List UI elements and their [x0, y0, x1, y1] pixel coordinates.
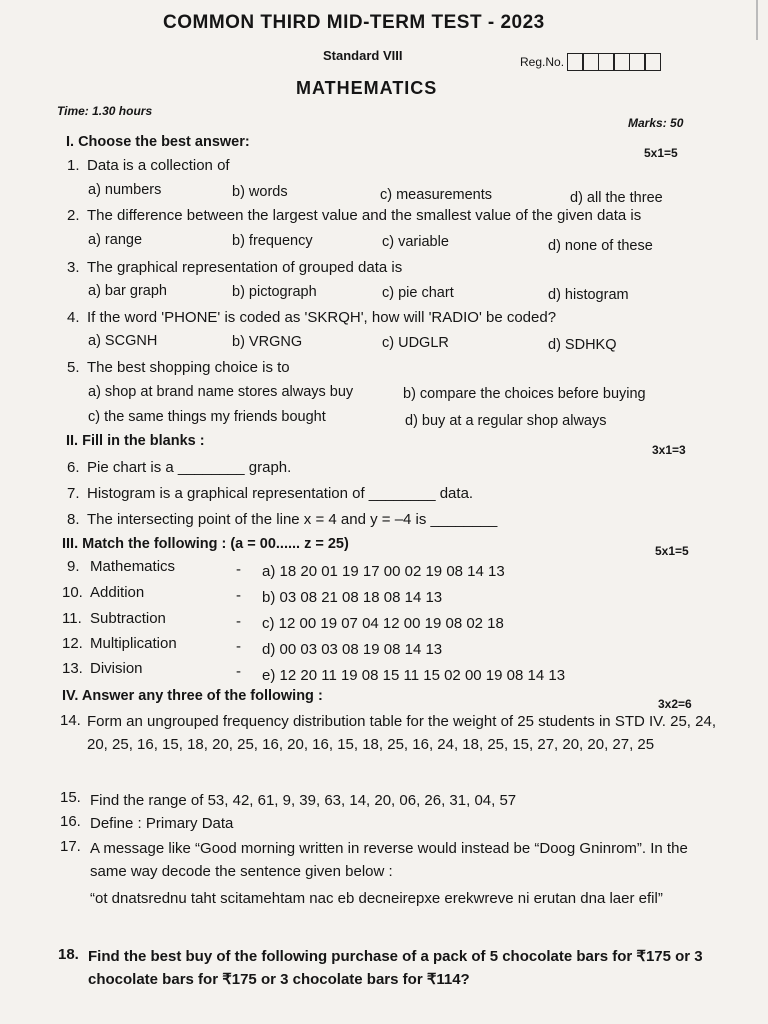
- subject-title: MATHEMATICS: [296, 78, 438, 98]
- question-number: 18.: [58, 946, 79, 963]
- question-text: Histogram is a graphical representation of ________ data.: [87, 485, 474, 502]
- option-c: c) UDGLR: [382, 335, 449, 351]
- match-left: Mathematics: [90, 558, 176, 575]
- question-number: 15.: [60, 789, 81, 806]
- match-dash: -: [236, 638, 241, 655]
- match-left: Addition: [90, 584, 145, 601]
- question-number: 6.: [67, 459, 80, 476]
- match-right: d) 00 03 03 08 19 08 14 13: [262, 641, 443, 658]
- option-b: b) compare the choices before buying: [403, 386, 646, 402]
- question-text: Define : Primary Data: [90, 815, 234, 832]
- question-text: If the word 'PHONE' is coded as 'SKRQH', how will 'RADIO' be coded?: [87, 309, 557, 326]
- reg-box: [582, 53, 599, 71]
- match-right: a) 18 20 01 19 17 00 02 19 08 14 13: [262, 563, 505, 580]
- question-number: 14.: [60, 712, 81, 729]
- option-d: d) buy at a regular shop always: [405, 413, 607, 429]
- match-left: Multiplication: [90, 635, 177, 652]
- option-c: c) the same things my friends bought: [88, 409, 326, 425]
- section-marks: 3x1=3: [652, 443, 686, 457]
- reg-label: Reg.No.: [520, 55, 565, 69]
- match-number: 10.: [62, 584, 83, 601]
- marks-label: Marks: 50: [628, 116, 684, 130]
- question-text: A message like “Good morning written in reverse would instead be “Doog Gninrom”. In the same way decode the sentence given below :: [90, 840, 688, 880]
- question-number: 7.: [67, 485, 80, 502]
- question-number: 1.: [67, 157, 80, 174]
- question-text: Form an ungrouped frequency distribution table for the weight of 25 students in STD IV. 25, 24, 20, 25, 16, 15, 18, 20, 25, 16, 20, 16, 15, 18, 25, 16, 24, 18, 25, 15, 27, 20, 20, 27, 25: [87, 713, 716, 753]
- reg-box: [629, 53, 646, 71]
- section-heading: I. Choose the best answer:: [66, 134, 250, 150]
- option-c: c) pie chart: [382, 285, 454, 301]
- question-text: The best shopping choice is to: [87, 359, 290, 376]
- reg-box: [613, 53, 630, 71]
- option-c: c) measurements: [380, 187, 493, 203]
- time-label: Time: 1.30 hours: [57, 104, 153, 118]
- option-b: b) VRGNG: [232, 334, 303, 350]
- reg-box: [567, 53, 584, 71]
- match-number: 12.: [62, 635, 83, 652]
- page-edge-line: [756, 0, 758, 40]
- match-number: 11.: [62, 610, 82, 627]
- match-dash: -: [236, 663, 241, 680]
- match-right: c) 12 00 19 07 04 12 00 19 08 02 18: [262, 615, 504, 632]
- reg-number-field: [520, 53, 661, 71]
- question-number: 4.: [67, 309, 80, 326]
- option-d: d) none of these: [548, 238, 653, 254]
- question-text: Data is a collection of: [87, 157, 230, 174]
- option-c: c) variable: [382, 234, 449, 250]
- section-marks: 3x2=6: [658, 697, 692, 711]
- question-number: 3.: [67, 259, 80, 276]
- option-d: d) all the three: [570, 190, 663, 206]
- section-heading: III. Match the following : (a = 00...... z = 25): [62, 536, 349, 552]
- section-heading: II. Fill in the blanks :: [66, 433, 205, 449]
- match-dash: -: [236, 561, 241, 578]
- question-number: 8.: [67, 511, 80, 528]
- section-heading: IV. Answer any three of the following :: [62, 688, 323, 704]
- option-a: a) shop at brand name stores always buy: [88, 384, 354, 400]
- question-text: Find the range of 53, 42, 61, 9, 39, 63, 14, 20, 06, 26, 31, 04, 57: [90, 792, 517, 809]
- question-text: Pie chart is a ________ graph.: [87, 459, 292, 476]
- coded-sentence: “ot dnatsrednu taht scitamehtam nac eb decneirepxe erekwreve ni erutan dna laer efil”: [90, 890, 663, 907]
- option-b: b) words: [232, 184, 288, 200]
- match-right: b) 03 08 21 08 18 08 14 13: [262, 589, 443, 606]
- match-left: Division: [90, 660, 143, 677]
- reg-box: [598, 53, 615, 71]
- question-number: 5.: [67, 359, 80, 376]
- match-right: e) 12 20 11 19 08 15 11 15 02 00 19 08 14 13: [262, 667, 566, 684]
- option-a: a) numbers: [88, 182, 162, 198]
- reg-box: [644, 53, 661, 71]
- question-text: The graphical representation of grouped data is: [87, 259, 403, 276]
- option-b: b) frequency: [232, 233, 313, 249]
- question-number: 17.: [60, 838, 81, 855]
- option-a: a) range: [88, 232, 143, 248]
- standard-label: Standard VIII: [323, 48, 403, 63]
- question-text: The difference between the largest value and the smallest value of the given data is: [87, 207, 642, 224]
- section-marks: 5x1=5: [644, 146, 678, 160]
- question-text: Find the best buy of the following purchase of a pack of 5 chocolate bars for ₹175 or 3 chocolate bars for ₹175 or 3 chocolate bars for ₹114?: [88, 948, 703, 988]
- question-number: 16.: [60, 813, 81, 830]
- match-number: 9.: [67, 558, 80, 575]
- option-a: a) SCGNH: [88, 333, 158, 349]
- match-number: 13.: [62, 660, 83, 677]
- option-d: d) histogram: [548, 287, 629, 303]
- match-left: Subtraction: [90, 610, 166, 627]
- question-number: 2.: [67, 207, 80, 224]
- match-dash: -: [236, 587, 241, 604]
- question-text: The intersecting point of the line x = 4 and y = –4 is ________: [87, 511, 498, 528]
- match-dash: -: [236, 613, 241, 630]
- option-a: a) bar graph: [88, 283, 167, 299]
- exam-title: COMMON THIRD MID-TERM TEST - 2023: [163, 12, 545, 33]
- section-marks: 5x1=5: [655, 544, 689, 558]
- option-b: b) pictograph: [232, 284, 317, 300]
- option-d: d) SDHKQ: [548, 337, 617, 353]
